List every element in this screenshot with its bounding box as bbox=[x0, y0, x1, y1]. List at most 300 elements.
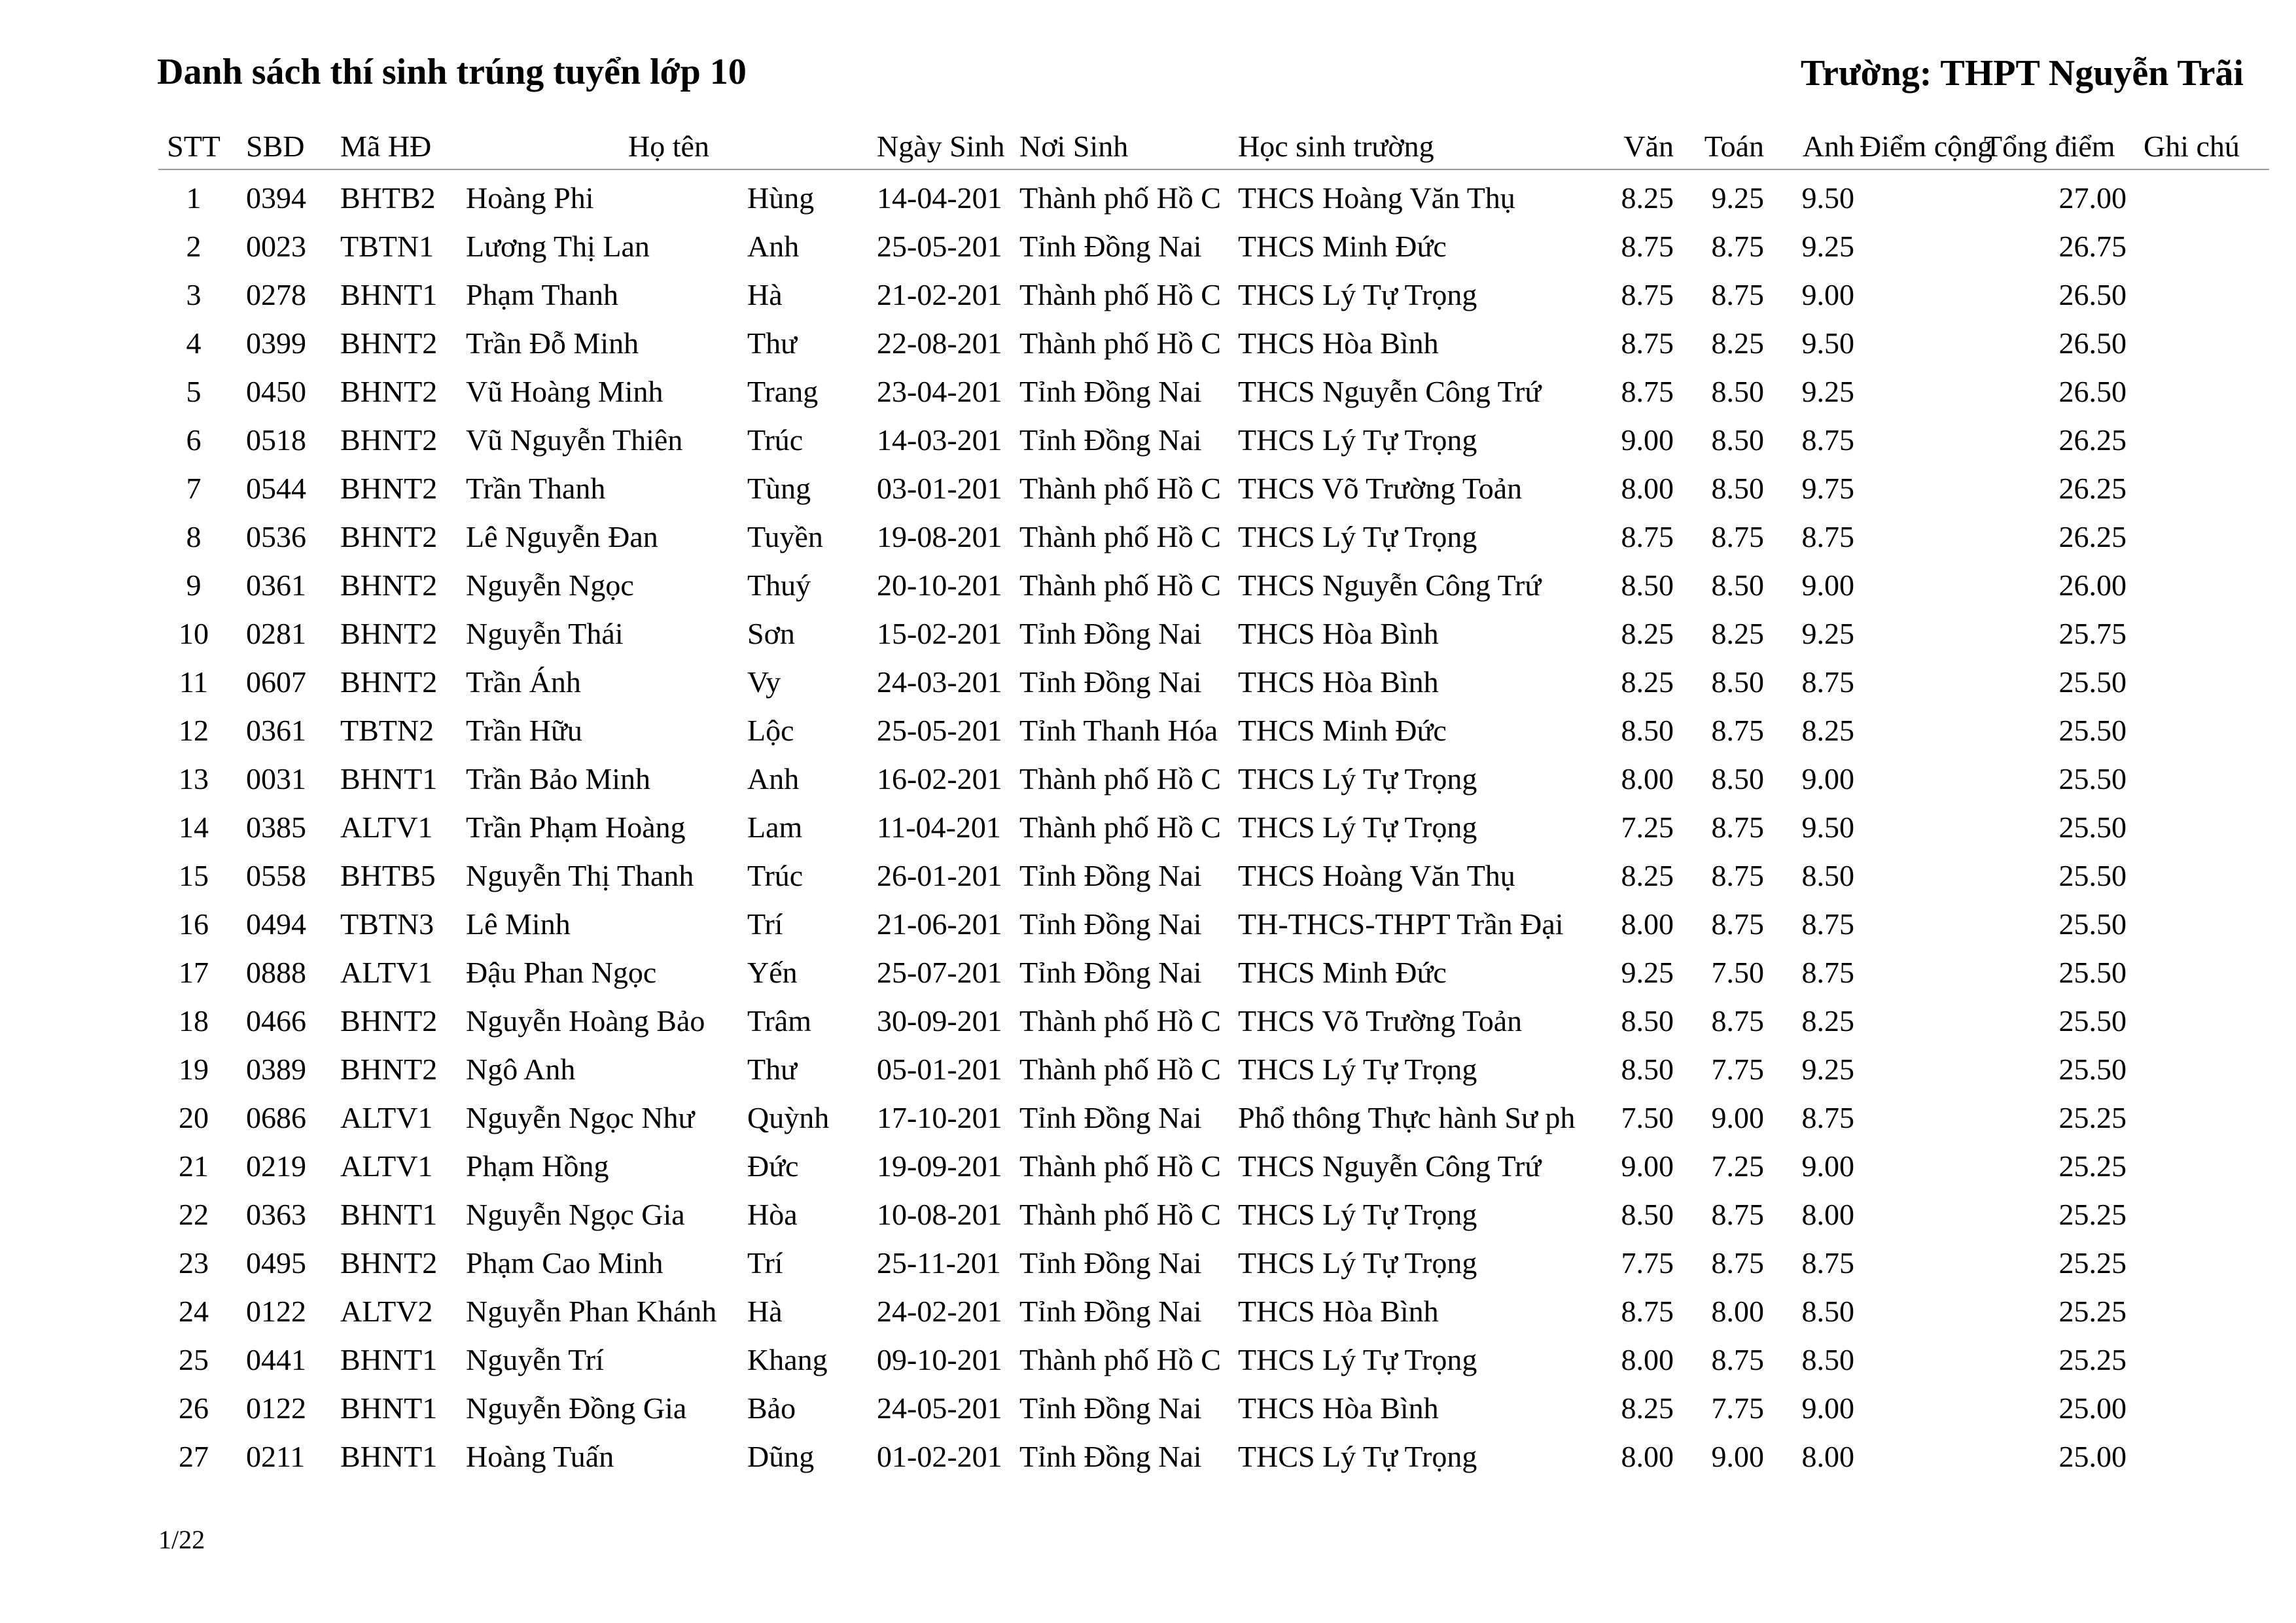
cell-van: 8.50 bbox=[1621, 1053, 1674, 1086]
cell-sbd: 0361 bbox=[246, 714, 306, 747]
cell-van: 7.25 bbox=[1621, 811, 1674, 844]
cell-noi-sinh: Tỉnh Đồng Nai bbox=[1019, 230, 1202, 263]
cell-toan: 8.75 bbox=[1711, 230, 1764, 263]
cell-ngay-sinh: 16-02-201 bbox=[877, 762, 1002, 795]
school-name: Trường: THPT Nguyễn Trãi bbox=[1800, 53, 2244, 94]
table-row bbox=[158, 707, 2269, 755]
table-row bbox=[158, 900, 2269, 949]
cell-stt: 9 bbox=[186, 568, 202, 602]
cell-ngay-sinh: 25-05-201 bbox=[877, 714, 1002, 747]
table-row bbox=[158, 368, 2269, 416]
cell-tong-diem: 25.50 bbox=[2058, 762, 2127, 795]
cell-ma-hd: BHNT2 bbox=[340, 472, 438, 505]
cell-hoc-sinh-truong: THCS Võ Trường Toản bbox=[1238, 472, 1523, 505]
cell-ma-hd: BHNT2 bbox=[340, 423, 438, 457]
cell-hoc-sinh-truong: THCS Lý Tự Trọng bbox=[1238, 278, 1477, 311]
cell-sbd: 0518 bbox=[246, 423, 306, 457]
cell-tong-diem: 25.50 bbox=[2058, 1053, 2127, 1086]
cell-ho: Trần Hữu bbox=[466, 714, 582, 747]
cell-ten: Vy bbox=[747, 665, 781, 699]
cell-stt: 8 bbox=[186, 520, 202, 553]
cell-tong-diem: 25.25 bbox=[2058, 1343, 2127, 1376]
cell-toan: 8.50 bbox=[1711, 762, 1764, 795]
cell-noi-sinh: Tỉnh Đồng Nai bbox=[1019, 1391, 1202, 1425]
cell-ten: Thuý bbox=[747, 568, 811, 602]
cell-sbd: 0466 bbox=[246, 1004, 306, 1038]
cell-noi-sinh: Tỉnh Đồng Nai bbox=[1019, 423, 1202, 457]
cell-stt: 3 bbox=[186, 278, 202, 311]
cell-van: 8.00 bbox=[1621, 472, 1674, 505]
cell-van: 9.25 bbox=[1621, 956, 1674, 989]
cell-anh: 8.75 bbox=[1801, 520, 1854, 553]
cell-noi-sinh: Thành phố Hồ C bbox=[1019, 181, 1221, 215]
cell-van: 8.50 bbox=[1621, 1198, 1674, 1231]
cell-tong-diem: 25.00 bbox=[2058, 1391, 2127, 1425]
cell-van: 8.25 bbox=[1621, 181, 1674, 215]
cell-toan: 8.50 bbox=[1711, 375, 1764, 408]
cell-stt: 15 bbox=[179, 859, 209, 892]
cell-noi-sinh: Tỉnh Đồng Nai bbox=[1019, 617, 1202, 650]
cell-ngay-sinh: 11-04-201 bbox=[877, 811, 1001, 844]
cell-ngay-sinh: 09-10-201 bbox=[877, 1343, 1002, 1376]
cell-ma-hd: BHNT2 bbox=[340, 568, 438, 602]
cell-ma-hd: BHNT2 bbox=[340, 1053, 438, 1086]
cell-toan: 8.75 bbox=[1711, 520, 1764, 553]
cell-ho: Phạm Thanh bbox=[466, 278, 618, 311]
cell-ho: Lương Thị Lan bbox=[466, 230, 650, 263]
cell-hoc-sinh-truong: TH-THCS-THPT Trần Đại bbox=[1238, 907, 1564, 941]
cell-ma-hd: BHNT2 bbox=[340, 1004, 438, 1038]
cell-stt: 10 bbox=[179, 617, 209, 650]
header-toan: Toán bbox=[1704, 130, 1764, 163]
cell-ngay-sinh: 21-02-201 bbox=[877, 278, 1002, 311]
cell-hoc-sinh-truong: Phổ thông Thực hành Sư ph bbox=[1238, 1101, 1576, 1134]
cell-anh: 9.00 bbox=[1801, 568, 1854, 602]
table-row bbox=[158, 464, 2269, 513]
cell-ho: Nguyễn Phan Khánh bbox=[466, 1295, 717, 1328]
cell-van: 8.75 bbox=[1621, 278, 1674, 311]
header-hoc-sinh-truong: Học sinh trường bbox=[1238, 130, 1434, 163]
cell-hoc-sinh-truong: THCS Nguyễn Công Trứ bbox=[1238, 568, 1542, 602]
cell-ho: Lê Nguyễn Đan bbox=[466, 520, 658, 553]
cell-ma-hd: BHTB5 bbox=[340, 859, 436, 892]
cell-sbd: 0544 bbox=[246, 472, 306, 505]
cell-ngay-sinh: 19-08-201 bbox=[877, 520, 1002, 553]
table-row bbox=[158, 1239, 2269, 1287]
cell-hoc-sinh-truong: THCS Lý Tự Trọng bbox=[1238, 1198, 1477, 1231]
cell-sbd: 0558 bbox=[246, 859, 306, 892]
cell-ho: Phạm Hồng bbox=[466, 1149, 609, 1183]
cell-ten: Dũng bbox=[747, 1440, 815, 1473]
cell-hoc-sinh-truong: THCS Lý Tự Trọng bbox=[1238, 1053, 1477, 1086]
cell-ten: Trúc bbox=[747, 423, 804, 457]
cell-ho: Lê Minh bbox=[466, 907, 571, 941]
cell-ma-hd: BHNT1 bbox=[340, 762, 438, 795]
cell-ho: Nguyễn Ngọc Gia bbox=[466, 1198, 685, 1231]
cell-ngay-sinh: 17-10-201 bbox=[877, 1101, 1002, 1134]
cell-ho: Trần Ánh bbox=[466, 665, 581, 699]
cell-noi-sinh: Thành phố Hồ C bbox=[1019, 811, 1221, 844]
cell-van: 8.25 bbox=[1621, 1391, 1674, 1425]
cell-ten: Hà bbox=[747, 1295, 783, 1328]
header-ghi-chu: Ghi chú bbox=[2144, 130, 2240, 163]
cell-hoc-sinh-truong: THCS Hòa Bình bbox=[1238, 1295, 1439, 1328]
table-row bbox=[158, 319, 2269, 368]
cell-ma-hd: ALTV2 bbox=[340, 1295, 433, 1328]
table-row bbox=[158, 658, 2269, 707]
header-ho-ten: Họ tên bbox=[628, 130, 709, 163]
cell-noi-sinh: Thành phố Hồ C bbox=[1019, 472, 1221, 505]
cell-noi-sinh: Thành phố Hồ C bbox=[1019, 1198, 1221, 1231]
cell-ngay-sinh: 01-02-201 bbox=[877, 1440, 1002, 1473]
cell-sbd: 0450 bbox=[246, 375, 306, 408]
cell-ho: Vũ Hoàng Minh bbox=[466, 375, 663, 408]
cell-hoc-sinh-truong: THCS Lý Tự Trọng bbox=[1238, 1343, 1477, 1376]
cell-ten: Hòa bbox=[747, 1198, 798, 1231]
cell-van: 8.25 bbox=[1621, 859, 1674, 892]
cell-ten: Trí bbox=[747, 907, 783, 941]
cell-ho: Nguyễn Thị Thanh bbox=[466, 859, 694, 892]
cell-anh: 9.75 bbox=[1801, 472, 1854, 505]
cell-ngay-sinh: 14-04-201 bbox=[877, 181, 1002, 215]
cell-ho: Đậu Phan Ngọc bbox=[466, 956, 657, 989]
cell-toan: 8.75 bbox=[1711, 1004, 1764, 1038]
cell-ma-hd: BHNT2 bbox=[340, 1246, 438, 1280]
cell-van: 8.75 bbox=[1621, 326, 1674, 360]
table-row bbox=[158, 271, 2269, 319]
cell-hoc-sinh-truong: THCS Lý Tự Trọng bbox=[1238, 423, 1477, 457]
cell-tong-diem: 26.50 bbox=[2058, 278, 2127, 311]
table-row bbox=[158, 1094, 2269, 1142]
cell-van: 8.75 bbox=[1621, 230, 1674, 263]
cell-toan: 9.00 bbox=[1711, 1101, 1764, 1134]
cell-toan: 7.50 bbox=[1711, 956, 1764, 989]
cell-ngay-sinh: 15-02-201 bbox=[877, 617, 1002, 650]
cell-sbd: 0494 bbox=[246, 907, 306, 941]
cell-sbd: 0363 bbox=[246, 1198, 306, 1231]
cell-ten: Lam bbox=[747, 811, 803, 844]
cell-ma-hd: BHNT2 bbox=[340, 375, 438, 408]
cell-sbd: 0536 bbox=[246, 520, 306, 553]
cell-tong-diem: 25.75 bbox=[2058, 617, 2127, 650]
cell-noi-sinh: Thành phố Hồ C bbox=[1019, 1343, 1221, 1376]
cell-anh: 8.75 bbox=[1801, 423, 1854, 457]
cell-toan: 8.75 bbox=[1711, 714, 1764, 747]
header-anh: Anh bbox=[1802, 130, 1854, 163]
cell-hoc-sinh-truong: THCS Hòa Bình bbox=[1238, 665, 1439, 699]
cell-tong-diem: 26.25 bbox=[2058, 423, 2127, 457]
cell-ma-hd: BHNT2 bbox=[340, 520, 438, 553]
cell-tong-diem: 25.50 bbox=[2058, 907, 2127, 941]
cell-stt: 24 bbox=[179, 1295, 209, 1328]
cell-ma-hd: BHNT2 bbox=[340, 617, 438, 650]
cell-ma-hd: BHTB2 bbox=[340, 181, 436, 215]
cell-ma-hd: BHNT1 bbox=[340, 1440, 438, 1473]
table-row bbox=[158, 561, 2269, 610]
cell-anh: 9.00 bbox=[1801, 762, 1854, 795]
cell-sbd: 0281 bbox=[246, 617, 306, 650]
cell-anh: 9.25 bbox=[1801, 1053, 1854, 1086]
cell-hoc-sinh-truong: THCS Minh Đức bbox=[1238, 230, 1447, 263]
cell-sbd: 0394 bbox=[246, 181, 306, 215]
cell-van: 8.00 bbox=[1621, 1343, 1674, 1376]
cell-hoc-sinh-truong: THCS Hòa Bình bbox=[1238, 1391, 1439, 1425]
cell-noi-sinh: Thành phố Hồ C bbox=[1019, 1053, 1221, 1086]
cell-ten: Bảo bbox=[747, 1391, 796, 1425]
cell-toan: 8.50 bbox=[1711, 665, 1764, 699]
cell-toan: 8.75 bbox=[1711, 811, 1764, 844]
cell-anh: 8.00 bbox=[1801, 1440, 1854, 1473]
cell-ngay-sinh: 25-11-201 bbox=[877, 1246, 1001, 1280]
cell-ten: Quỳnh bbox=[747, 1101, 830, 1134]
header-diem-cong: Điểm cộng bbox=[1860, 130, 1993, 163]
cell-van: 7.50 bbox=[1621, 1101, 1674, 1134]
table-body bbox=[158, 174, 2269, 1481]
cell-van: 8.50 bbox=[1621, 568, 1674, 602]
cell-noi-sinh: Tỉnh Đồng Nai bbox=[1019, 665, 1202, 699]
cell-hoc-sinh-truong: THCS Hoàng Văn Thụ bbox=[1238, 859, 1515, 892]
cell-tong-diem: 25.25 bbox=[2058, 1295, 2127, 1328]
cell-noi-sinh: Tỉnh Đồng Nai bbox=[1019, 1101, 1202, 1134]
cell-hoc-sinh-truong: THCS Minh Đức bbox=[1238, 956, 1447, 989]
cell-noi-sinh: Tỉnh Đồng Nai bbox=[1019, 375, 1202, 408]
cell-sbd: 0385 bbox=[246, 811, 306, 844]
cell-anh: 8.75 bbox=[1801, 956, 1854, 989]
cell-tong-diem: 26.75 bbox=[2058, 230, 2127, 263]
cell-toan: 8.25 bbox=[1711, 326, 1764, 360]
cell-anh: 9.25 bbox=[1801, 230, 1854, 263]
table-row bbox=[158, 1384, 2269, 1433]
cell-stt: 22 bbox=[179, 1198, 209, 1231]
cell-stt: 18 bbox=[179, 1004, 209, 1038]
cell-ngay-sinh: 24-05-201 bbox=[877, 1391, 1002, 1425]
cell-toan: 8.75 bbox=[1711, 1198, 1764, 1231]
table-row bbox=[158, 1191, 2269, 1239]
cell-noi-sinh: Thành phố Hồ C bbox=[1019, 762, 1221, 795]
cell-ho: Hoàng Phi bbox=[466, 181, 594, 215]
cell-stt: 14 bbox=[179, 811, 209, 844]
cell-stt: 5 bbox=[186, 375, 202, 408]
header-stt: STT bbox=[167, 130, 221, 163]
cell-ho: Nguyễn Thái bbox=[466, 617, 624, 650]
cell-ho: Trần Bảo Minh bbox=[466, 762, 650, 795]
cell-tong-diem: 25.50 bbox=[2058, 811, 2127, 844]
cell-tong-diem: 26.50 bbox=[2058, 326, 2127, 360]
cell-ngay-sinh: 24-03-201 bbox=[877, 665, 1002, 699]
table-header-row bbox=[158, 128, 2269, 170]
cell-ho: Nguyễn Hoàng Bảo bbox=[466, 1004, 705, 1038]
cell-sbd: 0211 bbox=[246, 1440, 306, 1473]
cell-van: 8.75 bbox=[1621, 375, 1674, 408]
cell-sbd: 0122 bbox=[246, 1295, 306, 1328]
cell-hoc-sinh-truong: THCS Lý Tự Trọng bbox=[1238, 520, 1477, 553]
cell-ngay-sinh: 14-03-201 bbox=[877, 423, 1002, 457]
cell-sbd: 0888 bbox=[246, 956, 306, 989]
cell-ten: Khang bbox=[747, 1343, 828, 1376]
cell-anh: 8.75 bbox=[1801, 907, 1854, 941]
cell-tong-diem: 25.50 bbox=[2058, 1004, 2127, 1038]
cell-sbd: 0031 bbox=[246, 762, 306, 795]
cell-tong-diem: 25.00 bbox=[2058, 1440, 2127, 1473]
cell-noi-sinh: Thành phố Hồ C bbox=[1019, 520, 1221, 553]
table-row bbox=[158, 1142, 2269, 1191]
cell-sbd: 0686 bbox=[246, 1101, 306, 1134]
cell-stt: 17 bbox=[179, 956, 209, 989]
cell-ten: Trâm bbox=[747, 1004, 811, 1038]
cell-ma-hd: ALTV1 bbox=[340, 1149, 433, 1183]
cell-ngay-sinh: 21-06-201 bbox=[877, 907, 1002, 941]
cell-tong-diem: 26.50 bbox=[2058, 375, 2127, 408]
cell-toan: 8.50 bbox=[1711, 472, 1764, 505]
cell-hoc-sinh-truong: THCS Lý Tự Trọng bbox=[1238, 762, 1477, 795]
cell-anh: 8.75 bbox=[1801, 665, 1854, 699]
cell-stt: 4 bbox=[186, 326, 202, 360]
cell-ten: Yến bbox=[747, 956, 798, 989]
table-row bbox=[158, 174, 2269, 222]
header-ngay-sinh: Ngày Sinh bbox=[877, 130, 1005, 163]
cell-van: 8.00 bbox=[1621, 907, 1674, 941]
cell-van: 8.25 bbox=[1621, 617, 1674, 650]
cell-ngay-sinh: 24-02-201 bbox=[877, 1295, 1002, 1328]
table-row bbox=[158, 803, 2269, 852]
cell-ho: Trần Thanh bbox=[466, 472, 606, 505]
cell-tong-diem: 25.25 bbox=[2058, 1246, 2127, 1280]
cell-hoc-sinh-truong: THCS Võ Trường Toản bbox=[1238, 1004, 1523, 1038]
cell-noi-sinh: Thành phố Hồ C bbox=[1019, 568, 1221, 602]
cell-toan: 8.00 bbox=[1711, 1295, 1764, 1328]
cell-sbd: 0495 bbox=[246, 1246, 306, 1280]
cell-stt: 25 bbox=[179, 1343, 209, 1376]
page-number: 1/22 bbox=[158, 1525, 205, 1554]
cell-tong-diem: 25.50 bbox=[2058, 859, 2127, 892]
cell-anh: 8.75 bbox=[1801, 1101, 1854, 1134]
cell-ho: Ngô Anh bbox=[466, 1053, 576, 1086]
cell-noi-sinh: Tỉnh Đồng Nai bbox=[1019, 859, 1202, 892]
cell-ngay-sinh: 26-01-201 bbox=[877, 859, 1002, 892]
cell-tong-diem: 26.25 bbox=[2058, 472, 2127, 505]
cell-sbd: 0219 bbox=[246, 1149, 306, 1183]
cell-tong-diem: 26.25 bbox=[2058, 520, 2127, 553]
cell-ho: Nguyễn Ngọc Như bbox=[466, 1101, 695, 1134]
cell-noi-sinh: Thành phố Hồ C bbox=[1019, 326, 1221, 360]
cell-ho: Hoàng Tuấn bbox=[466, 1440, 614, 1473]
cell-noi-sinh: Tỉnh Đồng Nai bbox=[1019, 907, 1202, 941]
cell-hoc-sinh-truong: THCS Lý Tự Trọng bbox=[1238, 811, 1477, 844]
cell-tong-diem: 25.50 bbox=[2058, 714, 2127, 747]
cell-sbd: 0399 bbox=[246, 326, 306, 360]
cell-ten: Trang bbox=[747, 375, 819, 408]
cell-hoc-sinh-truong: THCS Lý Tự Trọng bbox=[1238, 1440, 1477, 1473]
cell-ten: Lộc bbox=[747, 714, 794, 747]
cell-stt: 13 bbox=[179, 762, 209, 795]
cell-van: 8.50 bbox=[1621, 1004, 1674, 1038]
table-row bbox=[158, 949, 2269, 997]
cell-toan: 8.75 bbox=[1711, 278, 1764, 311]
cell-anh: 9.00 bbox=[1801, 1391, 1854, 1425]
cell-toan: 8.75 bbox=[1711, 1246, 1764, 1280]
table-row bbox=[158, 513, 2269, 561]
cell-hoc-sinh-truong: THCS Hòa Bình bbox=[1238, 326, 1439, 360]
cell-ngay-sinh: 03-01-201 bbox=[877, 472, 1002, 505]
cell-sbd: 0389 bbox=[246, 1053, 306, 1086]
cell-van: 8.75 bbox=[1621, 520, 1674, 553]
cell-stt: 12 bbox=[179, 714, 209, 747]
cell-sbd: 0122 bbox=[246, 1391, 306, 1425]
table-row bbox=[158, 1433, 2269, 1481]
cell-ten: Thư bbox=[747, 1053, 798, 1086]
cell-stt: 11 bbox=[179, 665, 209, 699]
cell-ten: Hùng bbox=[747, 181, 815, 215]
cell-ngay-sinh: 23-04-201 bbox=[877, 375, 1002, 408]
cell-tong-diem: 27.00 bbox=[2058, 181, 2127, 215]
cell-toan: 8.50 bbox=[1711, 423, 1764, 457]
cell-van: 8.75 bbox=[1621, 1295, 1674, 1328]
cell-tong-diem: 25.25 bbox=[2058, 1101, 2127, 1134]
cell-stt: 6 bbox=[186, 423, 202, 457]
cell-anh: 8.75 bbox=[1801, 1246, 1854, 1280]
cell-ten: Thư bbox=[747, 326, 798, 360]
cell-ngay-sinh: 20-10-201 bbox=[877, 568, 1002, 602]
cell-stt: 2 bbox=[186, 230, 202, 263]
cell-ho: Trần Đỗ Minh bbox=[466, 326, 639, 360]
header-sbd: SBD bbox=[246, 130, 305, 163]
cell-anh: 8.00 bbox=[1801, 1198, 1854, 1231]
cell-ma-hd: TBTN3 bbox=[340, 907, 434, 941]
cell-toan: 7.75 bbox=[1711, 1391, 1764, 1425]
cell-ho: Phạm Cao Minh bbox=[466, 1246, 663, 1280]
table-row bbox=[158, 416, 2269, 464]
document-title: Danh sách thí sinh trúng tuyển lớp 10 bbox=[157, 52, 747, 92]
cell-ho: Vũ Nguyễn Thiên bbox=[466, 423, 683, 457]
cell-noi-sinh: Tỉnh Đồng Nai bbox=[1019, 1246, 1202, 1280]
cell-toan: 8.25 bbox=[1711, 617, 1764, 650]
cell-van: 9.00 bbox=[1621, 1149, 1674, 1183]
cell-van: 7.75 bbox=[1621, 1246, 1674, 1280]
cell-anh: 8.50 bbox=[1801, 859, 1854, 892]
cell-ten: Tuyền bbox=[747, 520, 823, 553]
cell-ma-hd: BHNT2 bbox=[340, 665, 438, 699]
cell-ngay-sinh: 05-01-201 bbox=[877, 1053, 1002, 1086]
cell-anh: 8.50 bbox=[1801, 1295, 1854, 1328]
cell-ten: Đức bbox=[747, 1149, 799, 1183]
cell-toan: 9.25 bbox=[1711, 181, 1764, 215]
cell-stt: 23 bbox=[179, 1246, 209, 1280]
table-row bbox=[158, 1287, 2269, 1336]
cell-tong-diem: 26.00 bbox=[2058, 568, 2127, 602]
cell-ho: Nguyễn Ngọc bbox=[466, 568, 634, 602]
cell-ma-hd: BHNT2 bbox=[340, 326, 438, 360]
table-row bbox=[158, 610, 2269, 658]
cell-ma-hd: BHNT1 bbox=[340, 1391, 438, 1425]
table-row bbox=[158, 755, 2269, 803]
cell-stt: 1 bbox=[186, 181, 202, 215]
cell-hoc-sinh-truong: THCS Lý Tự Trọng bbox=[1238, 1246, 1477, 1280]
cell-tong-diem: 25.50 bbox=[2058, 956, 2127, 989]
header-ma-hd: Mã HĐ bbox=[340, 130, 432, 163]
cell-anh: 9.50 bbox=[1801, 326, 1854, 360]
table-row bbox=[158, 997, 2269, 1045]
cell-hoc-sinh-truong: THCS Hoàng Văn Thụ bbox=[1238, 181, 1515, 215]
table-row bbox=[158, 222, 2269, 271]
table-row bbox=[158, 852, 2269, 900]
cell-ten: Trí bbox=[747, 1246, 783, 1280]
header-tong-diem: Tổng điểm bbox=[1984, 130, 2115, 163]
cell-hoc-sinh-truong: THCS Nguyễn Công Trứ bbox=[1238, 1149, 1542, 1183]
cell-anh: 9.00 bbox=[1801, 278, 1854, 311]
cell-noi-sinh: Thành phố Hồ C bbox=[1019, 1149, 1221, 1183]
cell-toan: 8.75 bbox=[1711, 859, 1764, 892]
cell-stt: 26 bbox=[179, 1391, 209, 1425]
